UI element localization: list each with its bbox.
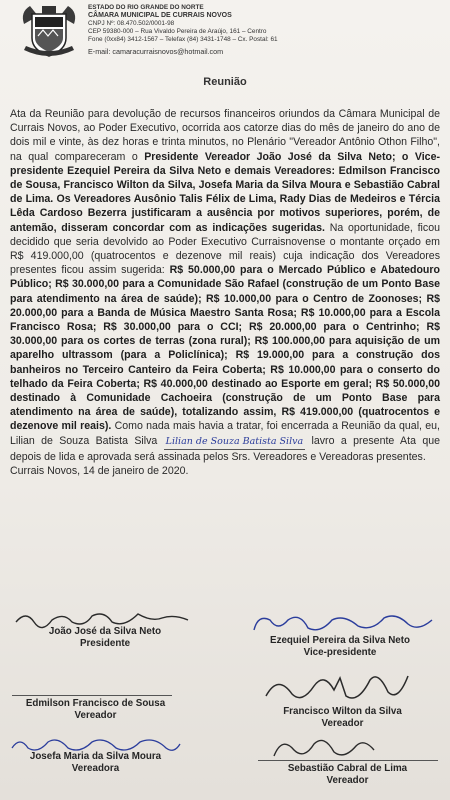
handwritten-secretary-name: Lilian de Souza Batista Silva [165, 435, 304, 447]
place-date: Currais Novos, 14 de janeiro de 2020. [10, 465, 189, 478]
closing-text-2: lavro a presente Ata que depois de lida e aprovada será assinada pelos Srs. Vereadores e Vereadoras presentes. [10, 434, 440, 463]
signatory-name: Josefa Maria da Silva Moura [29, 751, 162, 762]
attendees-text: Presidente Vereador João José da Silva Neto; o Vice-presidente Ezequiel Pereira da Silva Neto e demais Vereadores: Edmilson Francisco de Sousa, Francisco Wilton da Silva, Josefa Maria da Silva Moura e Sebastião Cabral de Lima. Os Vereadores Ausônio Talis Félix de Lima, Rady Dias de Medeiros e Tércia Lêda Cardoso Bezerra justificaram a ausência por motivos superiores, porém, de antemão, disseram concordar com as indicações sugeridas. [10, 150, 440, 234]
minutes-body [10, 107, 440, 478]
signature-block-sebastiao [250, 763, 445, 787]
header-state: ESTADO DO RIO GRANDE DO NORTE [88, 4, 204, 11]
minutes-intro: Ata da Reunião para devolução de recursos financeiros oriundos da Câmara Municipal de Currais Novos, ao Poder Executivo, ocorrida aos catorze dias do mês de janeiro do ano de dois mil e vinte, às dez horas e trinta minutos, no Plenário "Vereador Antônio Othon Filho", na qual compareceram o [10, 108, 440, 163]
signature-line [258, 760, 438, 761]
signature-block-president [10, 626, 200, 650]
signatory-name: Sebastião Cabral de Lima [287, 763, 408, 774]
signature-block-josefa [8, 751, 183, 775]
signature-block-francisco [250, 706, 435, 730]
signatory-name: Ezequiel Pereira da Silva Neto [270, 635, 410, 646]
header-address: CEP 59380-000 – Rua Vivaldo Pereira de Araújo, 161 – Centro [88, 28, 267, 35]
header-cnpj: CNPJ Nº: 08.470.502/0001-98 [88, 20, 175, 27]
signature-scrawl-sebastiao [268, 732, 378, 762]
signatory-role: Vereadora [71, 763, 120, 774]
document-title: Reunião [203, 76, 247, 88]
signature-block-vice-president [240, 635, 440, 659]
devolution-text: Na oportunidade, ficou decidido que seria devolvido ao Poder Executivo Curraisnovense o montante orçado em R$ 419.000,00 (quatrocentos e dezenove mil reais) cuja indicação dos Vereadores presentes ficou assim sugerida: [10, 221, 440, 277]
signatory-name: Edmilson Francisco de Sousa [25, 698, 166, 709]
header-chamber: CÂMARA MUNICIPAL DE CURRAIS NOVOS [88, 12, 232, 19]
signatory-role: Vereador [74, 710, 117, 721]
signature-block-edmilson [8, 698, 183, 722]
municipal-coat-of-arms-icon [18, 2, 80, 60]
header-email: E-mail: camaracurraisnovos@hotmail.com [88, 47, 224, 56]
signature-scrawl-francisco [258, 666, 418, 708]
signature-line [12, 695, 172, 696]
signatory-name: Francisco Wilton da Silva [283, 706, 402, 717]
letterhead [18, 2, 438, 62]
signature-scrawl-vice-president [248, 610, 438, 638]
header-phone: Fone (0xx84) 3412-1567 – Telefax (84) 3431-1748 – Cx. Postal: 61 [88, 36, 278, 43]
closing-text: Como nada mais havia a tratar, foi encerrada a Reunião da qual, eu, Lilian de Souza Batista Silva [10, 420, 440, 447]
signatory-name: João José da Silva Neto [48, 626, 162, 637]
allocations-text: R$ 50.000,00 para o Mercado Público e Abatedouro Público; R$ 30.000,00 para a Comunidade São Rafael (construção de um Ponto Base para atendimento na área de saúde); R$ 10.000,00 para o Centro de Zoonoses; R$ 20.000,00 para a Banda de Música Maestro Santa Rosa; R$ 10.000,00 para a Escola Francisco Rosa; R$ 30.000,00 para o CCI; R$ 20.000,00 para o Centrinho; R$ 30.000,00 para os cortes de terras (zona rural); R$ 100.000,00 para aquisição de um aparelho ultrassom (para a Policlínica); R$ 19.000,00 para a construção dos banheiros no Terceiro Canteiro da Feira Coberta; R$ 10.000,00 para o conserto do telhado da Feira Coberta; R$ 40.000,00 destinado ao Esporte em geral; R$ 50.000,00 destinado à Comunidade Cachoeira (construção de um Ponto Base para atendimento na área de saúde), totalizando assim, R$ 419.000,00 (quatrocentos e dezenove mil reais). [10, 264, 440, 433]
signatory-role: Vereador [321, 718, 364, 729]
signatory-role: Vereador [326, 775, 369, 786]
signatory-role: Vice-presidente [303, 647, 377, 658]
signatory-role: Presidente [79, 638, 131, 649]
